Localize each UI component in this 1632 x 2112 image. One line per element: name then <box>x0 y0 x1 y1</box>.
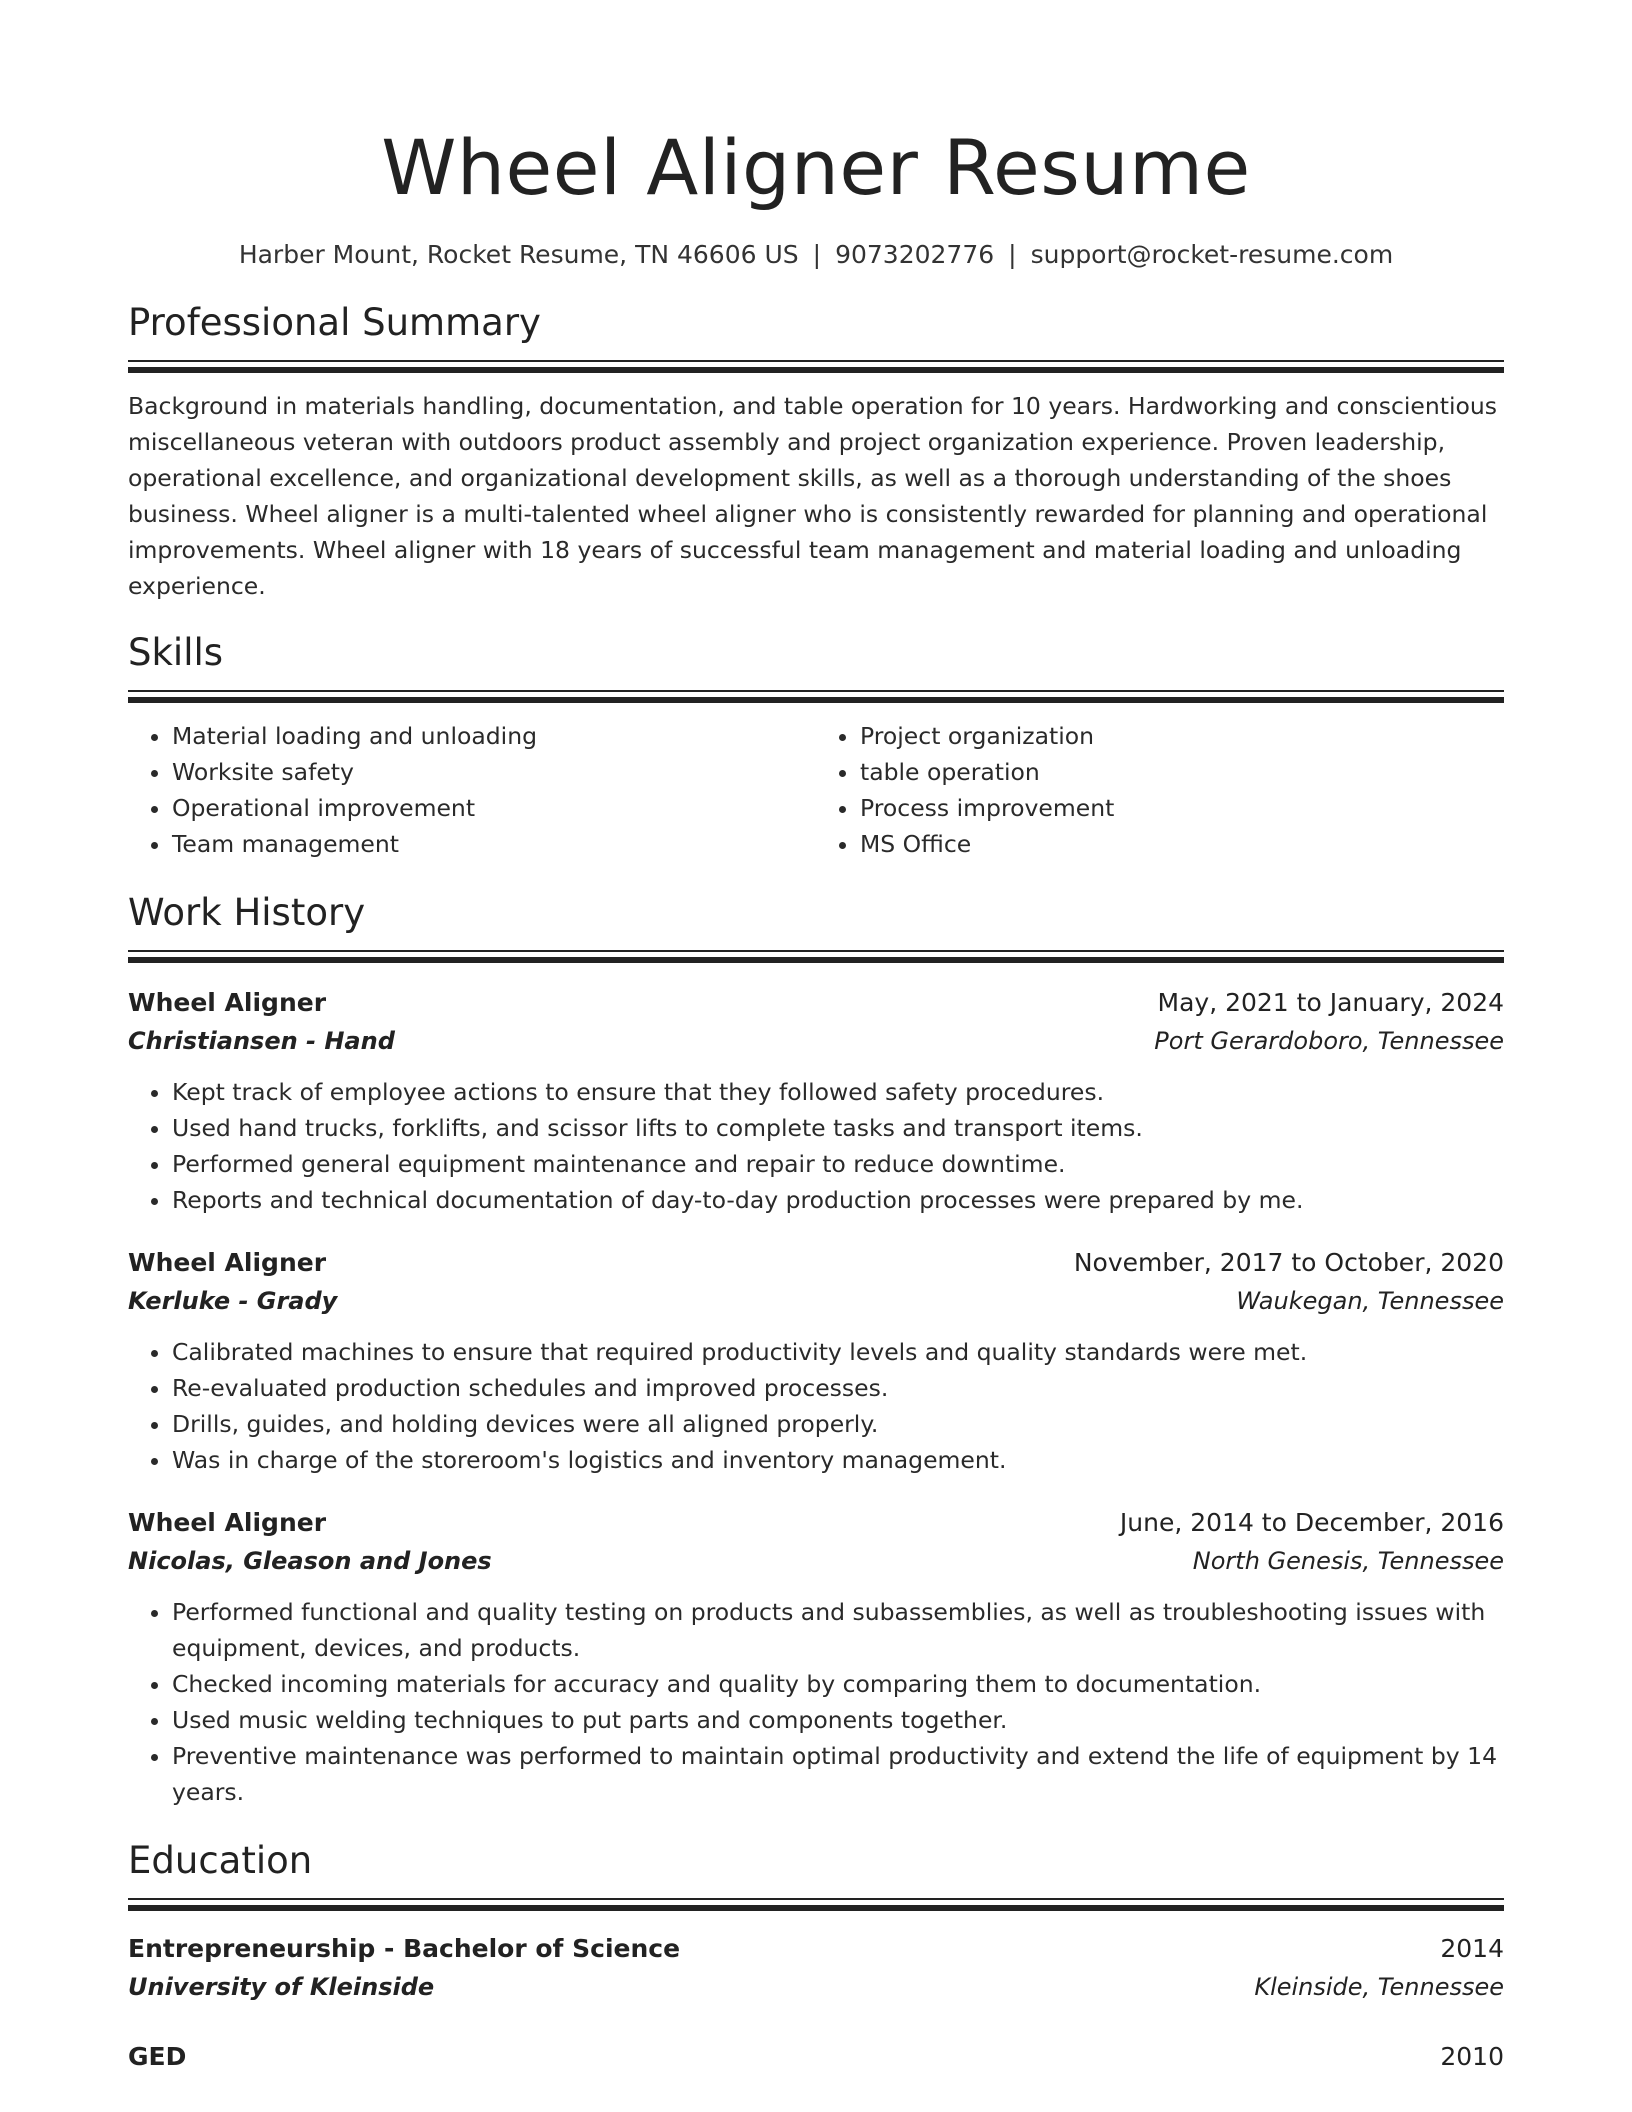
education-year: 2010 <box>1440 2042 1504 2071</box>
education-school: University of Kleinside <box>128 1973 435 2001</box>
skills-list <box>128 718 1504 862</box>
job-bullet: • Re-evaluated production schedules and improved processes. <box>172 1370 1504 1406</box>
education-year: 2014 <box>1440 1934 1504 1963</box>
job-dates: June, 2014 to December, 2016 <box>1119 1508 1504 1537</box>
summary-text: Background in materials handling, documentation, and table operation for 10 years. Hardworking and conscientious miscellaneous veteran with outdoors product assembly and project organization experience. Proven leadership, operational excellence, and organizational development skills, as well as a thorough understanding of the shoes business. Wheel aligner is a multi-talented wheel aligner who is consistently rewarded for planning and operational improvements. Wheel aligner with 18 years of successful team management and material loading and unloading experience. <box>128 392 1498 600</box>
contact-phone: 9073202776 <box>835 240 995 269</box>
job-location: Port Gerardoboro, Tennessee <box>1154 1027 1504 1055</box>
education-location: Kleinside, Tennessee <box>1254 1973 1504 2001</box>
education-entry <box>128 2038 1504 2076</box>
job-bullet-list <box>128 1334 1504 1478</box>
resume-page <box>128 0 1504 2076</box>
job-company: Christiansen - Hand <box>128 1027 395 1055</box>
job-company: Kerluke - Grady <box>128 1287 338 1315</box>
skills-column-left <box>128 718 816 862</box>
job-bullet: • Preventive maintenance was performed to maintain optimal productivity and extend the life of equipment by 14 years. <box>172 1738 1504 1810</box>
job-title: Wheel Aligner <box>128 988 327 1017</box>
job-header <box>128 1504 1504 1542</box>
job-bullet: • Performed general equipment maintenance and repair to reduce downtime. <box>172 1146 1504 1182</box>
skill-item: • Worksite safety <box>172 754 816 790</box>
job-bullet: • Used hand trucks, forklifts, and scissor lifts to complete tasks and transport items. <box>172 1110 1504 1146</box>
job-entry <box>128 1504 1504 1810</box>
job-header <box>128 1244 1504 1282</box>
job-bullet: • Was in charge of the storeroom's logistics and inventory management. <box>172 1442 1504 1478</box>
skills-section-header <box>128 628 1504 704</box>
contact-separator: | <box>812 240 822 269</box>
resume-title: Wheel Aligner Resume <box>381 123 1251 212</box>
section-divider <box>128 950 1504 964</box>
skill-item: • Project organization <box>860 718 1504 754</box>
section-divider <box>128 360 1504 374</box>
education-header <box>128 2038 1504 2076</box>
skill-item: • MS Office <box>860 826 1504 862</box>
skill-item: • table operation <box>860 754 1504 790</box>
contact-email: support@rocket-resume.com <box>1030 240 1394 269</box>
education-header <box>128 1930 1504 1968</box>
job-title: Wheel Aligner <box>128 1508 327 1537</box>
summary-heading: Professional Summary <box>128 301 541 344</box>
job-entry <box>128 1244 1504 1478</box>
education-subheader <box>128 1968 1504 2006</box>
job-dates: November, 2017 to October, 2020 <box>1073 1248 1504 1277</box>
job-location: North Genesis, Tennessee <box>1192 1547 1504 1575</box>
job-subheader <box>128 1022 1504 1060</box>
job-subheader <box>128 1282 1504 1320</box>
education-entry <box>128 1930 1504 2006</box>
education-degree: Entrepreneurship - Bachelor of Science <box>128 1934 681 1963</box>
job-bullet-list <box>128 1074 1504 1218</box>
skill-item: • Operational improvement <box>172 790 816 826</box>
job-bullet: • Calibrated machines to ensure that required productivity levels and quality standards were met. <box>172 1334 1504 1370</box>
skills-heading: Skills <box>128 631 224 674</box>
job-bullet: • Used music welding techniques to put parts and components together. <box>172 1702 1504 1738</box>
job-subheader <box>128 1542 1504 1580</box>
job-title: Wheel Aligner <box>128 1248 327 1277</box>
job-bullet: • Performed functional and quality testing on products and subassemblies, as well as troubleshooting issues with equipment, devices, and products. <box>172 1594 1504 1666</box>
job-bullet: • Kept track of employee actions to ensure that they followed safety procedures. <box>172 1074 1504 1110</box>
summary-section-header <box>128 298 1504 374</box>
skill-item: • Process improvement <box>860 790 1504 826</box>
skill-item: • Material loading and unloading <box>172 718 816 754</box>
job-header <box>128 984 1504 1022</box>
job-bullet: • Drills, guides, and holding devices were all aligned properly. <box>172 1406 1504 1442</box>
job-bullet-list <box>128 1594 1504 1810</box>
work-section-header <box>128 888 1504 964</box>
education-degree: GED <box>128 2042 187 2071</box>
job-company: Nicolas, Gleason and Jones <box>128 1547 492 1575</box>
contact-line <box>128 238 1504 272</box>
job-bullet: • Reports and technical documentation of day-to-day production processes were prepared by me. <box>172 1182 1504 1218</box>
work-heading: Work History <box>128 891 366 934</box>
contact-separator: | <box>1008 240 1017 269</box>
skill-item: • Team management <box>172 826 816 862</box>
job-bullet: • Checked incoming materials for accuracy and quality by comparing them to documentation. <box>172 1666 1504 1702</box>
job-dates: May, 2021 to January, 2024 <box>1157 988 1504 1017</box>
education-heading: Education <box>128 1839 313 1882</box>
job-location: Waukegan, Tennessee <box>1236 1287 1504 1315</box>
contact-address: Harber Mount, Rocket Resume, TN 46606 US <box>238 240 799 269</box>
education-section-header <box>128 1836 1504 1912</box>
job-entry <box>128 984 1504 1218</box>
skills-column-right <box>816 718 1504 862</box>
section-divider <box>128 1898 1504 1912</box>
section-divider <box>128 690 1504 704</box>
